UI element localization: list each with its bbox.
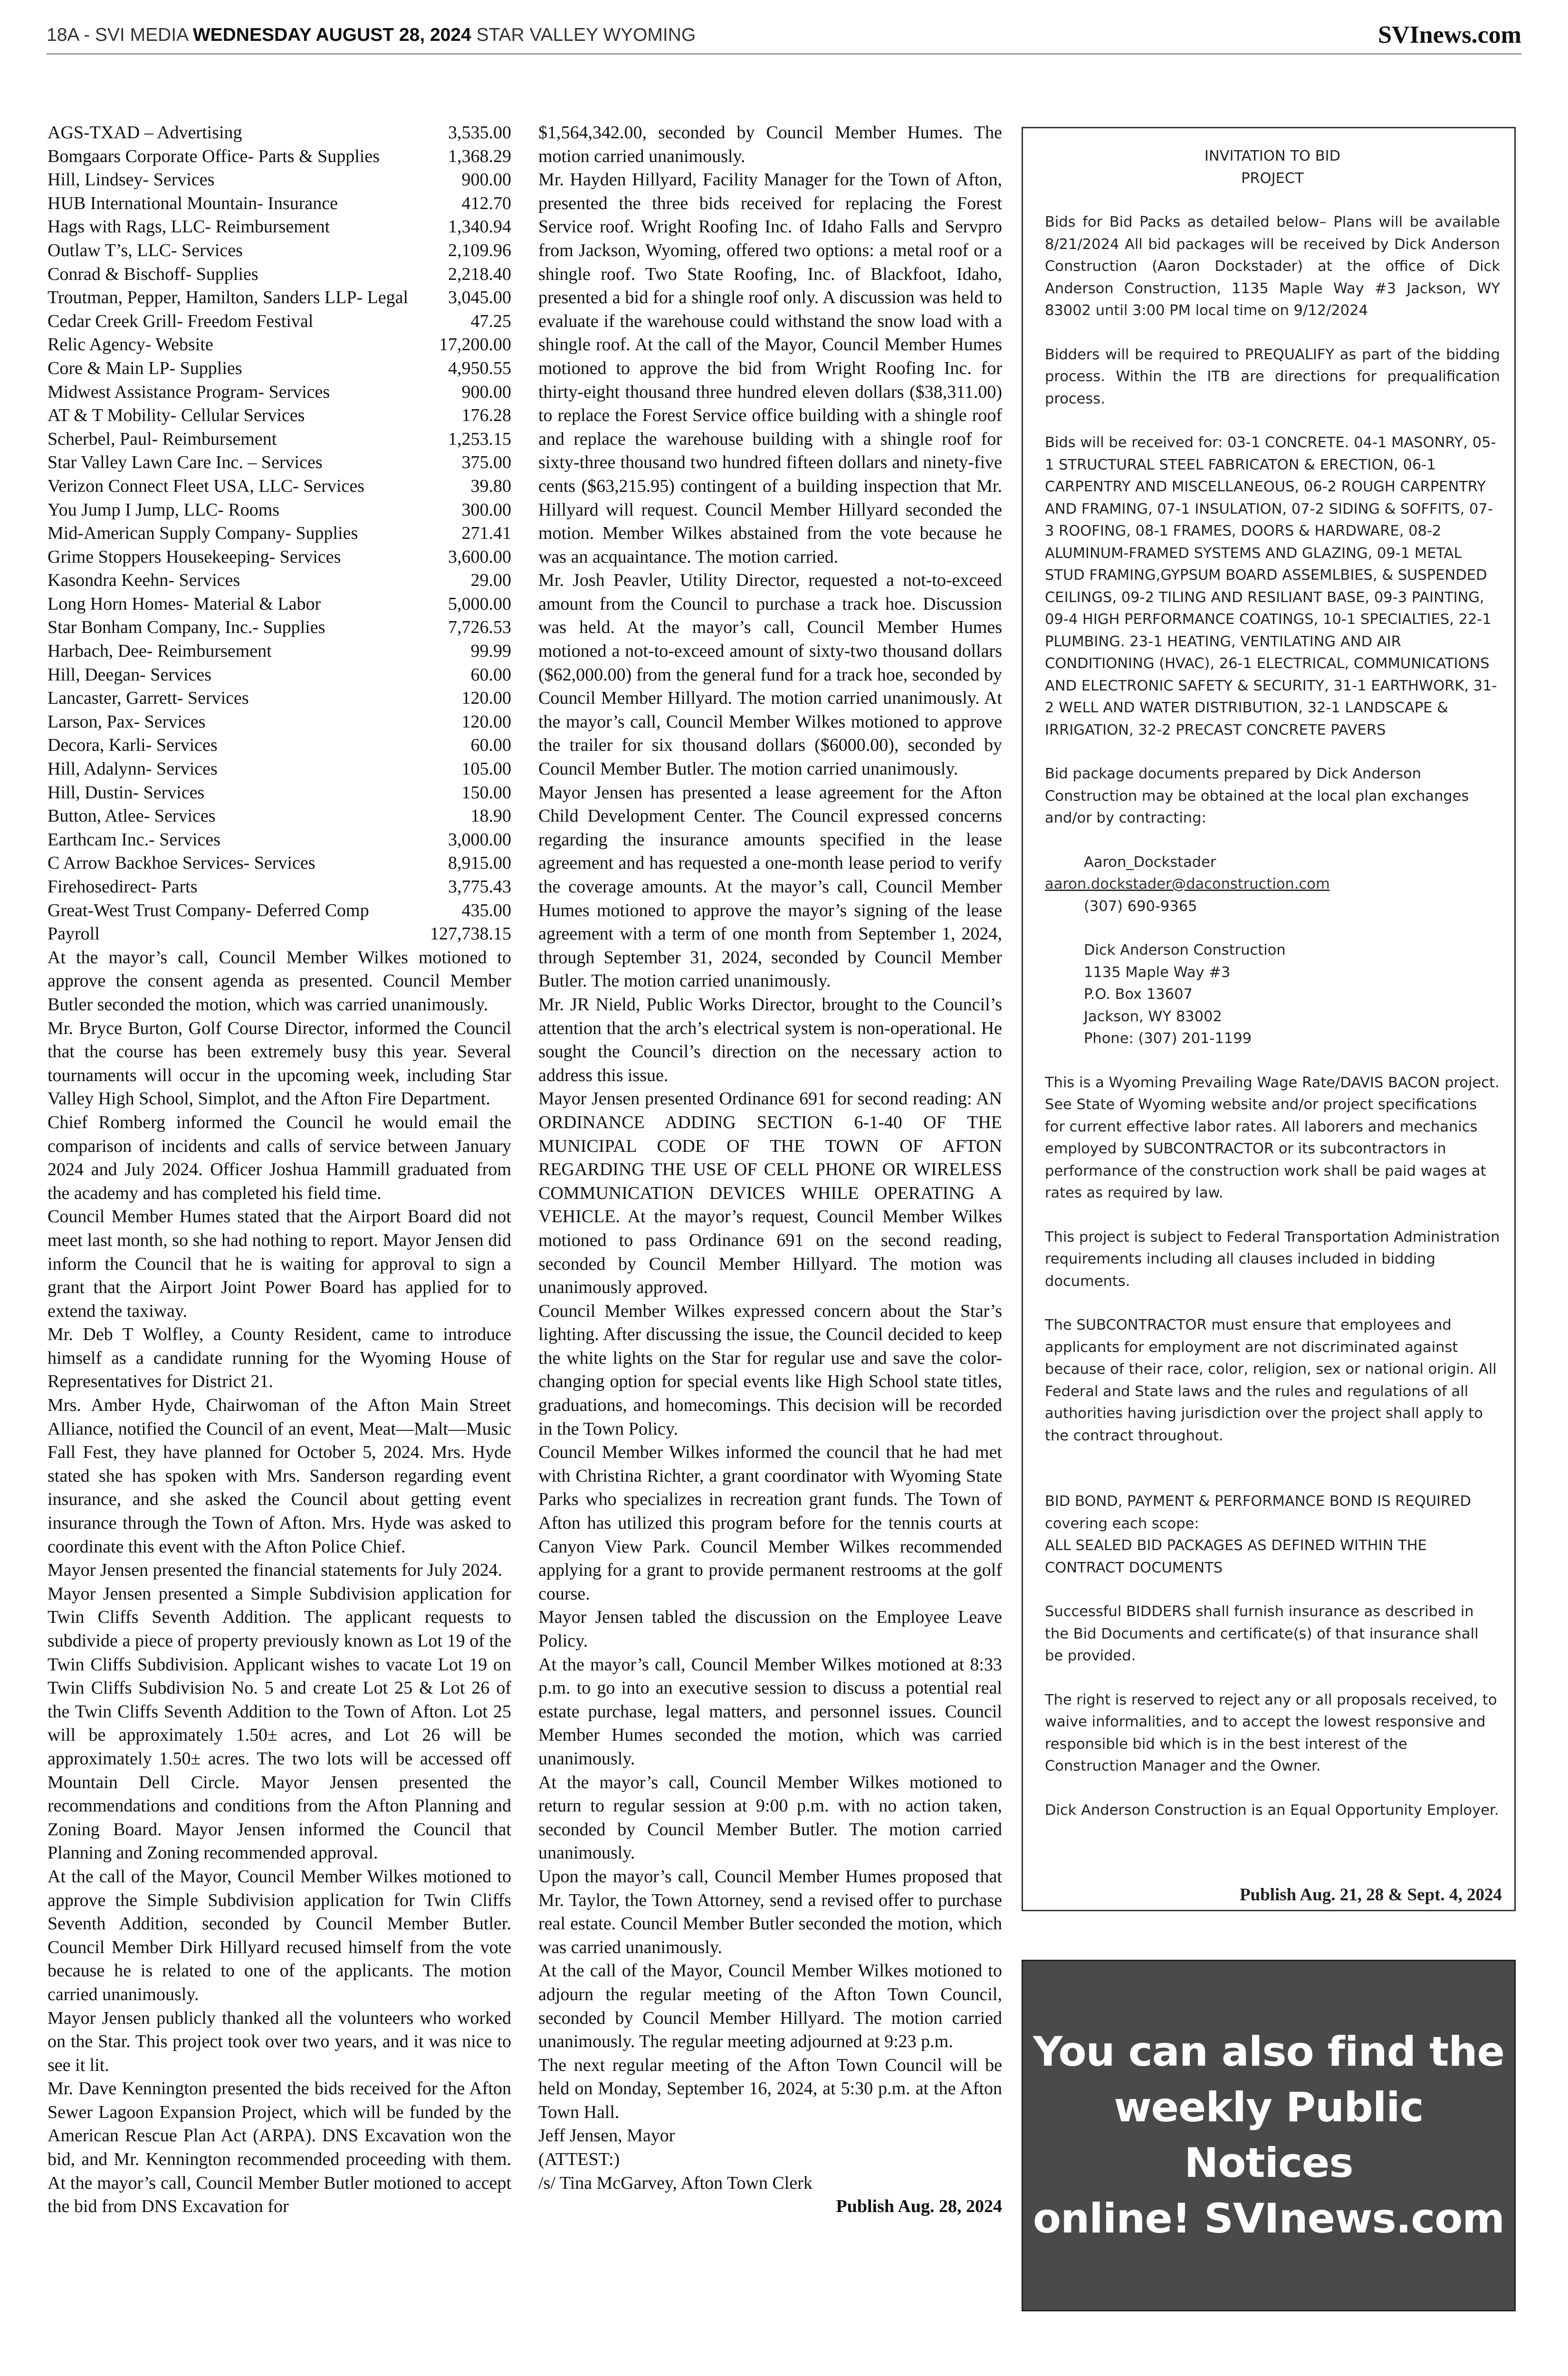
account-row — [48, 168, 511, 192]
account-row — [48, 121, 511, 145]
account-row — [48, 498, 511, 522]
account-name: Cedar Creek Grill- Freedom Festival — [48, 311, 314, 331]
account-amount: 176.28 — [461, 405, 511, 426]
bid-discrimination: The SUBCONTRACTOR must ensure that employees and applicants for employment are not discriminated against because of their race, color, religion, sex or national origin. All Federal and State laws and the rules and regulations of all authorities having jurisdiction over the project shall apply to the contract throughout. — [1045, 1317, 1497, 1444]
account-row — [48, 852, 511, 875]
account-row — [48, 546, 511, 569]
minutes-paragraph: Mr. Deb T Wolfley, a County Resident, came to introduce himself as a candidate running for the Wyoming House of Representatives for District 21. — [48, 1324, 511, 1392]
invitation-to-bid-box — [1022, 127, 1516, 1911]
account-name: Payroll — [48, 924, 100, 944]
minutes-text-col2 — [538, 121, 1002, 2195]
account-row — [48, 286, 511, 310]
bid-eeo: Dick Anderson Construction is an Equal Opportunity Employer. — [1045, 1801, 1499, 1819]
account-name: Kasondra Keehn- Services — [48, 570, 240, 591]
account-row — [48, 475, 511, 498]
minutes-paragraph: Mrs. Amber Hyde, Chairwoman of the Afton Main Street Alliance, notified the Council of an event, Meat—Malt—Music Fall Fest, they have planned for October 5, 2024. Mrs. Hyde stated she has spoken with Mrs. Sanderson regarding event insurance, and she asked the Council about getting event insurance through the Town of Afton. Mrs. Hyde was asked to coordinate this event with the Afton Police Chief. — [48, 1395, 511, 1557]
account-row — [48, 145, 511, 169]
account-name: Hill, Deegan- Services — [48, 664, 212, 685]
account-row — [48, 569, 511, 593]
account-amount: 4,950.55 — [448, 358, 511, 378]
bid-documents: Bid package documents prepared by Dick Anderson Construction may be obtained at the local plan exchanges and/or by contracting: — [1045, 766, 1469, 826]
account-amount: 3,045.00 — [448, 287, 511, 308]
account-amount: 900.00 — [461, 170, 511, 190]
company-address-1: 1135 Maple Way #3 — [1084, 964, 1231, 981]
bid-bond: BID BOND, PAYMENT & PERFORMANCE BOND IS REQUIRED covering each scope: — [1045, 1493, 1471, 1532]
promo-line-1: You can also find the — [1033, 2028, 1504, 2076]
account-amount: 3,775.43 — [448, 877, 511, 897]
contact-name: Aaron_Dockstader — [1084, 853, 1216, 871]
minutes-paragraph: Chief Romberg informed the Council he would email the comparison of incidents and calls of service between January 2024 and July 2024. Officer Joshua Hammill graduated from the academy and has completed his field time. — [48, 1112, 511, 1203]
minutes-paragraph: Council Member Wilkes expressed concern about the Star’s lighting. After discussing the issue, the Council decided to keep the white lights on the Star for regular use and save the color-changing option for special events like High School state titles, graduations, and homecomings. This decision will be recorded in the Town Policy. — [538, 1301, 1002, 1439]
bid-prequalify: Bidders will be required to PREQUALIFY as part of the bidding process. Within the ITB are directions for prequalification process. — [1045, 346, 1500, 407]
account-row — [48, 239, 511, 263]
account-amount: 5,000.00 — [448, 594, 511, 614]
account-row — [48, 263, 511, 287]
minutes-paragraph: Council Member Humes stated that the Airport Board did not meet last month, so she had nothing to report. Mayor Jensen did inform the Council that he is waiting for approval to sign a grant that the Airport Joint Power Board has applied for to extend the taxiway. — [48, 1207, 511, 1321]
company-name: Dick Anderson Construction — [1084, 942, 1286, 958]
account-name: Earthcam Inc.- Services — [48, 829, 220, 850]
account-amount: 60.00 — [470, 735, 511, 756]
minutes-paragraph: Mr. Josh Peavler, Utility Director, requested a not-to-exceed amount from the Council to purchase a track hoe. Discussion was held. At the mayor’s call, Council Member Humes motioned a not-to-exceed amount of sixty-two thousand dollars ($62,000.00) from the general fund for a track hoe, seconded by Council Member Hillyard. The motion carried unanimously. At the mayor’s call, Council Member Wilkes motioned to approve the trailer for six thousand dollars ($6000.00), seconded by Council Member Butler. The motion carried unanimously. — [538, 570, 1002, 779]
bid-rights: The right is reserved to reject any or all proposals received, to waive informalities, and to accept the lowest responsive and responsible bid which is in the best interest of the Construction Manager and the Owner. — [1045, 1691, 1497, 1774]
account-name: Midwest Assistance Program- Services — [48, 382, 330, 402]
contact-email-link[interactable]: aaron.dockstader@daconstruction.com — [1045, 876, 1330, 892]
header-divider — [47, 53, 1521, 55]
issue-date: WEDNESDAY AUGUST 28, 2024 — [192, 25, 471, 45]
promo-line-2: weekly Public Notices — [1114, 2084, 1424, 2187]
account-amount: 150.00 — [461, 782, 511, 803]
bid-fta: This project is subject to Federal Transportation Administration requirements including all clauses included in bidding documents. — [1045, 1228, 1500, 1290]
company-address-2: P.O. Box 13607 — [1084, 986, 1193, 1003]
page-label: 18A - SVI MEDIA — [47, 25, 188, 45]
account-row — [48, 640, 511, 663]
minutes-paragraph: Mr. Bryce Burton, Golf Course Director, informed the Council that the course has been extremely busy this year. Several tournaments will occur in the upcoming week, including Star Valley High School, Simplot, and the Afton Fire Department. — [48, 1018, 511, 1109]
minutes-paragraph: Mayor Jensen presented Ordinance 691 for second reading: AN ORDINANCE ADDING SECTION 6-1-40 OF THE MUNICIPAL CODE OF THE TOWN OF AFTON REGARDING THE USE OF CELL PHONE OR WIRELESS COMMUNICATION DEVICES WHILE OPERATING A VEHICLE. At the mayor’s request, Council Member Wilkes motioned to pass Ordinance 691 on the second reading, seconded by Council Member Hillyard. The motion was unanimously approved. — [538, 1089, 1002, 1298]
account-name: AGS-TXAD – Advertising — [48, 123, 242, 143]
promo-line-3: online! SVInews.com — [1033, 2195, 1504, 2242]
account-name: Bomgaars Corporate Office- Parts & Supplies — [48, 146, 380, 166]
account-amount: 1,340.94 — [448, 217, 511, 237]
minutes-paragraph: Mr. Dave Kennington presented the bids received for the Afton Sewer Lagoon Expansion Project, which will be funded by the American Rescue Plan Act (ARPA). DNS Excavation won the bid, and Mr. Kennington recommended proceeding with them. At the mayor’s call, Council Member Butler motioned to accept the bid from DNS Excavation for — [48, 2079, 511, 2217]
minutes-paragraph: Council Member Wilkes informed the council that he had met with Christina Richter, a grant coordinator with Wyoming State Parks who specializes in recreation grant funds. The Town of Afton has utilized this program before for the tennis courts at Canyon View Park. Council Member Wilkes recommended applying for a grant to provide permanent restrooms at the golf course. — [538, 1442, 1002, 1604]
company-phone: Phone: (307) 201-1199 — [1084, 1030, 1252, 1047]
notice-column-2 — [538, 121, 1002, 2219]
minutes-paragraph: Mayor Jensen presented a Simple Subdivision application for Twin Cliffs Seventh Addition. The applicant requests to subdivide a piece of property previously known as Lot 19 of the Twin Cliffs Subdivision. Applicant wishes to vacate Lot 19 on Twin Cliffs Subdivision No. 5 and create Lot 25 & Lot 26 of the Twin Cliffs Seventh Addition to the Town of Afton. Lot 25 will be approximately 1.50± acres, and Lot 26 will be approximately 1.50± acres. The two lots will be accessed off Mountain Dell Circle. Mayor Jensen presented the recommendations and conditions from the Afton Planning and Zoning Board. Mayor Jensen informed the Council that Planning and Zoning recommended approval. — [48, 1583, 511, 1863]
account-amount: 3,535.00 — [448, 123, 511, 143]
minutes-paragraph: Mr. JR Nield, Public Works Director, brought to the Council’s attention that the arch’s electrical system is non-operational. He sought the Council’s direction on the necessary action to address this issue. — [538, 994, 1002, 1085]
account-name: Larson, Pax- Services — [48, 711, 206, 732]
account-name: AT & T Mobility- Cellular Services — [48, 405, 305, 426]
account-amount: 3,000.00 — [448, 829, 511, 850]
account-amount: 39.80 — [470, 476, 511, 496]
site-name[interactable]: SVInews.com — [1378, 21, 1521, 48]
bid-packages: Bids will be received for: 03-1 CONCRETE. 04-1 MASONRY, 05-1 STRUCTURAL STEEL FABRICATON & ERECTION, 06-1 CARPENTRY AND MISCELLANEOUS, 06-2 ROUGH CARPENTRY AND FRAMING, 07-1 INSULATION, 07-2 SIDING & SOFFITS, 07-3 ROOFING, 08-1 FRAMES, DOORS & HARDWARE, 08-2 ALUMINUM-FRAMED SYSTEMS AND GLAZING, 09-1 METAL STUD FRAMING,GYPSUM BOARD ASSEMLBIES, & SUSPENDED CEILINGS, 09-2 TILING AND RESILIANT BASE, 09-3 PAINTING, 09-4 HIGH PERFORMANCE COATINGS, 10-1 SPECIALTIES, 22-1 PLUMBING. 23-1 HEATING, VENTILATING AND AIR CONDITIONING (HVAC), 26-1 ELECTRICAL, COMMUNICATIONS AND ELECTRONIC SAFETY & SECURITY, 31-1 EARTHWORK, 31-2 WELL AND WATER DISTRIBUTION, 32-1 LANDSCAPE & IRRIGATION, 32-2 PRECAST CONCRETE PAVERS — [1045, 434, 1497, 738]
account-amount: 1,368.29 — [448, 146, 511, 166]
account-amount: 60.00 — [470, 664, 511, 685]
account-row — [48, 593, 511, 616]
account-amount: 47.25 — [470, 311, 511, 331]
contact-phone: (307) 690-9365 — [1084, 898, 1197, 915]
bid-insurance: Successful BIDDERS shall furnish insurance as described in the Bid Documents and certificate(s) of that insurance shall be provided. — [1045, 1603, 1479, 1664]
account-amount: 29.00 — [470, 570, 511, 591]
account-name: Troutman, Pepper, Hamilton, Sanders LLP- Legal — [48, 287, 409, 308]
account-row — [48, 899, 511, 923]
account-amount: 375.00 — [461, 452, 511, 473]
account-row — [48, 522, 511, 546]
bid-title: INVITATION TO BID — [1204, 148, 1341, 164]
bid-publish-date: Publish Aug. 21, 28 & Sept. 4, 2024 — [1239, 1885, 1502, 1905]
publish-date: Publish Aug. 28, 2024 — [836, 2196, 1002, 2217]
account-row — [48, 663, 511, 687]
minutes-paragraph: Mayor Jensen publicly thanked all the volunteers who worked on the Star. This project took over two years, and it was nice to see it lit. — [48, 2008, 511, 2075]
account-row — [48, 805, 511, 828]
account-amount: 271.41 — [461, 523, 511, 544]
account-row — [48, 428, 511, 451]
notice-column-1 — [48, 121, 511, 2219]
account-amount: 8,915.00 — [448, 853, 511, 873]
account-amount: 435.00 — [461, 900, 511, 920]
account-row — [48, 781, 511, 805]
account-name: Mid-American Supply Company- Supplies — [48, 523, 358, 544]
account-amount: 127,738.15 — [430, 924, 511, 944]
accounts-list — [48, 121, 511, 946]
account-row — [48, 828, 511, 852]
account-row — [48, 875, 511, 899]
account-row — [48, 734, 511, 757]
account-name: Decora, Karli- Services — [48, 735, 218, 756]
header-location: STAR VALLEY WYOMING — [476, 25, 696, 45]
account-row — [48, 215, 511, 239]
account-name: Hill, Adalynn- Services — [48, 759, 218, 779]
account-amount: 120.00 — [461, 711, 511, 732]
minutes-paragraph: Mayor Jensen presented the financial statements for July 2024. — [48, 1560, 503, 1581]
account-row — [48, 381, 511, 404]
minutes-paragraph: $1,564,342.00, seconded by Council Member Humes. The motion carried unanimously. — [538, 123, 1002, 166]
minutes-paragraph: At the mayor’s call, Council Member Wilkes motioned to return to regular session at 9:00 p.m. with no action taken, seconded by Council Member Butler. The motion carried unanimously. — [538, 1772, 1002, 1863]
account-name: Great-West Trust Company- Deferred Comp — [48, 900, 369, 920]
bid-subtitle: PROJECT — [1241, 170, 1304, 187]
account-amount: 18.90 — [470, 806, 511, 826]
account-amount: 300.00 — [461, 499, 511, 520]
account-name: Hags with Rags, LLC- Reimbursement — [48, 217, 330, 237]
bid-intro: Bids for Bid Packs as detailed below– Plans will be available 8/21/2024 All bid packages will be received by Dick Anderson Construction (Aaron Dockstader) at the office of Dick Anderson Construction, 1135 Maple Way #3 Jackson, WY 83002 until 3:00 PM local time on 9/12/2024 — [1045, 214, 1500, 319]
account-name: Harbach, Dee- Reimbursement — [48, 641, 272, 661]
account-row — [48, 616, 511, 640]
minutes-paragraph: Upon the mayor’s call, Council Member Humes proposed that Mr. Taylor, the Town Attorney, send a revised offer to purchase real estate. Council Member Butler seconded the motion, which was carried unanimously. — [538, 1866, 1002, 1957]
minutes-paragraph: At the mayor’s call, Council Member Wilkes motioned at 8:33 p.m. to go into an executive session to discuss a potential real estate purchase, legal matters, and personnel issues. Council Member Humes seconded the motion, which was carried unanimously. — [538, 1654, 1002, 1769]
account-name: HUB International Mountain- Insurance — [48, 193, 338, 213]
header-left — [47, 25, 696, 45]
account-name: Long Horn Homes- Material & Labor — [48, 594, 321, 614]
account-row — [48, 357, 511, 381]
account-row — [48, 333, 511, 357]
minutes-text-col1 — [48, 946, 511, 2219]
account-name: Star Bonham Company, Inc.- Supplies — [48, 617, 325, 638]
minutes-paragraph: Mr. Hayden Hillyard, Facility Manager for the Town of Afton, presented the three bids received for replacing the Forest Service roof. Wright Roofing Inc. of Idaho Falls and Servpro from Jackson, Wyoming, offered two options: a metal roof or a shingle roof. Two State Roofing, Inc. of Blackfoot, Idaho, presented a bid for a shingle roof only. A discussion was held to evaluate if the warehouse could withstand the snow load with a shingle roof. At the call of the Mayor, Council Member Humes motioned to approve the bid from Wright Roofing Inc. for thirty-eight thousand three hundred eleven dollars ($38,311.00) to replace the Forest Service office building with a shingle roof and replace the warehouse building with a shingle roof for sixty-three thousand two hundred fifteen dollars and ninety-five cents ($63,215.95) contingent of a building inspection that Mr. Hillyard will request. Council Member Hillyard seconded the motion. Member Wilkes abstained from the vote because he was an acquaintance. The motion carried. — [538, 170, 1002, 567]
account-name: Outlaw T’s, LLC- Services — [48, 240, 243, 260]
minutes-paragraph: At the call of the Mayor, Council Member Wilkes motioned to adjourn the regular meeting of the Afton Town Council, seconded by Council Member Hillyard. The motion carried unanimously. The regular meeting adjourned at 9:23 p.m. — [538, 1961, 1002, 2052]
account-row — [48, 710, 511, 734]
account-row — [48, 757, 511, 781]
account-name: Conrad & Bischoff- Supplies — [48, 264, 258, 284]
account-amount: 2,109.96 — [448, 240, 511, 260]
account-name: Lancaster, Garrett- Services — [48, 688, 249, 709]
company-address-3: Jackson, WY 83002 — [1084, 1008, 1222, 1025]
account-name: Relic Agency- Website — [48, 335, 213, 355]
account-amount: 7,726.53 — [448, 617, 511, 638]
account-amount: 1,253.15 — [448, 429, 511, 449]
account-amount: 412.70 — [461, 193, 511, 213]
account-name: Button, Atlee- Services — [48, 806, 216, 826]
bid-sealed-packages: ALL SEALED BID PACKAGES AS DEFINED WITHIN THE CONTRACT DOCUMENTS — [1045, 1537, 1427, 1576]
bid-wage-rate: This is a Wyoming Prevailing Wage Rate/DAVIS BACON project. See State of Wyoming website and/or project specifications for current effective labor rates. All laborers and mechanics employed by SUBCONTRACTOR or its subcontractors in performance of the construction work shall be paid wages at rates as required by law. — [1045, 1074, 1500, 1201]
promo-text — [1023, 2024, 1514, 2247]
account-row — [48, 922, 511, 946]
account-amount: 105.00 — [461, 759, 511, 779]
minutes-paragraph: (ATTEST:) — [538, 2149, 620, 2170]
online-notices-promo[interactable] — [1022, 1960, 1516, 2311]
account-row — [48, 404, 511, 428]
account-amount: 120.00 — [461, 688, 511, 709]
account-name: Hill, Lindsey- Services — [48, 170, 215, 190]
minutes-paragraph: Jeff Jensen, Mayor — [538, 2126, 675, 2146]
account-name: C Arrow Backhoe Services- Services — [48, 853, 316, 873]
minutes-paragraph: /s/ Tina McGarvey, Afton Town Clerk — [538, 2173, 813, 2193]
account-name: Star Valley Lawn Care Inc. – Services — [48, 452, 323, 473]
account-amount: 900.00 — [461, 382, 511, 402]
account-amount: 17,200.00 — [439, 335, 511, 355]
account-name: Core & Main LP- Supplies — [48, 358, 242, 378]
account-row — [48, 310, 511, 334]
minutes-paragraph: Mayor Jensen has presented a lease agreement for the Afton Child Development Center. The Council expressed concerns regarding the insurance amounts specified in the lease agreement and has requested a one-month lease period to verify the coverage amounts. At the mayor’s call, Council Member Humes motioned to approve the mayor’s signing of the lease agreement with a term of one month from September 1, 2024, through September 31, 2024, seconded by Council Member Butler. The motion carried unanimously. — [538, 782, 1002, 991]
account-name: Hill, Dustin- Services — [48, 782, 205, 803]
minutes-paragraph: At the mayor’s call, Council Member Wilkes motioned to approve the consent agenda as presented. Council Member Butler seconded the motion, which was carried unanimously. — [48, 947, 511, 1015]
account-row — [48, 687, 511, 710]
account-name: Firehosedirect- Parts — [48, 877, 198, 897]
page-header — [47, 21, 1521, 48]
account-row — [48, 451, 511, 475]
account-name: Verizon Connect Fleet USA, LLC- Services — [48, 476, 364, 496]
account-row — [48, 192, 511, 216]
minutes-paragraph: At the call of the Mayor, Council Member Wilkes motioned to approve the Simple Subdivision application for Twin Cliffs Seventh Addition, seconded by Council Member Butler. Council Member Dirk Hillyard recused himself from the vote because he is related to one of the applicants. The motion carried unanimously. — [48, 1866, 511, 2004]
account-amount: 3,600.00 — [448, 546, 511, 567]
account-name: You Jump I Jump, LLC- Rooms — [48, 499, 280, 520]
account-name: Scherbel, Paul- Reimbursement — [48, 429, 277, 449]
account-amount: 2,218.40 — [448, 264, 511, 284]
account-amount: 99.99 — [470, 641, 511, 661]
minutes-paragraph: The next regular meeting of the Afton Town Council will be held on Monday, September 16, 2024, at 5:30 p.m. at the Afton Town Hall. — [538, 2055, 1002, 2122]
account-name: Grime Stoppers Housekeeping- Services — [48, 546, 341, 567]
minutes-paragraph: Mayor Jensen tabled the discussion on the Employee Leave Policy. — [538, 1607, 1002, 1651]
